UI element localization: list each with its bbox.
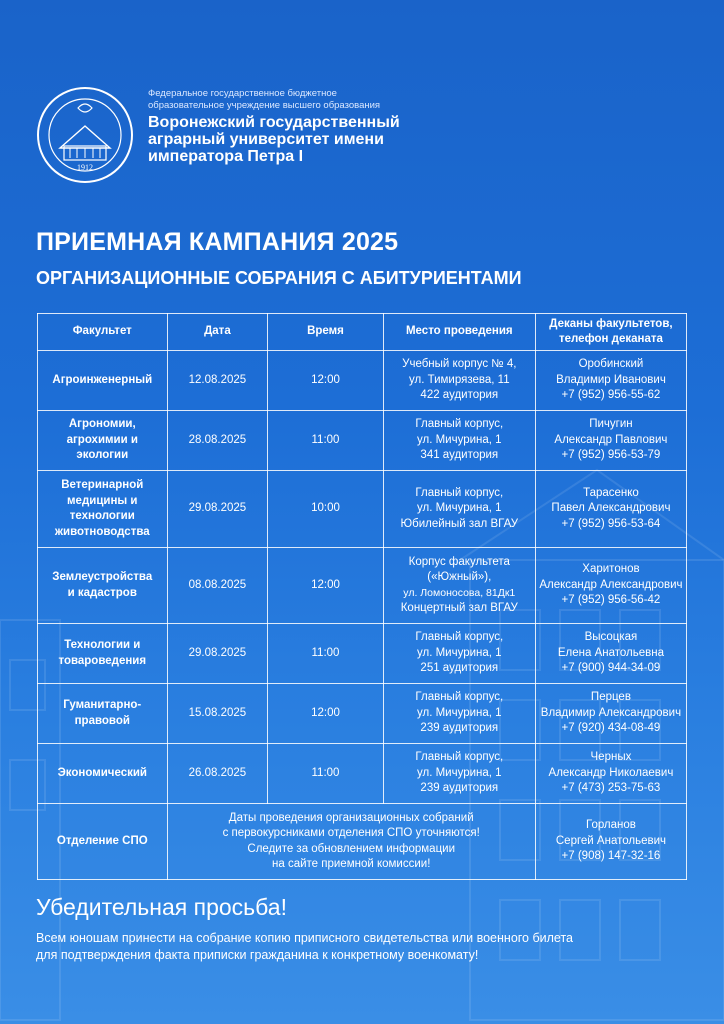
- time-cell: 11:00: [268, 624, 383, 684]
- cell-text-line: Технологии и: [64, 639, 141, 651]
- cell-text-line: +7 (952) 956-53-79: [561, 449, 661, 462]
- dean-cell: [535, 471, 686, 548]
- table-header-row: [38, 314, 687, 351]
- cell-text-line: 422 аудитория: [420, 389, 499, 402]
- faculty-cell: [38, 744, 168, 804]
- request-text: [36, 930, 716, 964]
- dean-cell: [535, 624, 686, 684]
- cell-text-line: Землеустройства: [52, 571, 153, 583]
- university-name-line: аграрный университет имени: [148, 131, 384, 148]
- cell-text-line: ул. Мичурина, 1: [417, 646, 502, 659]
- time-cell: 12:00: [268, 548, 383, 624]
- cell-text-line: товароведения: [58, 654, 147, 667]
- column-header-faculty: Факультет: [38, 314, 168, 351]
- dean-cell: [535, 804, 686, 880]
- cell-text-line: 239 аудитория: [420, 722, 499, 735]
- cell-text-line: +7 (920) 434-08-49: [561, 722, 661, 735]
- date-cell: 15.08.2025: [167, 684, 268, 744]
- cell-text-line: Главный корпус,: [415, 418, 504, 431]
- page-title: ПРИЕМНАЯ КАМПАНИЯ 2025: [36, 228, 399, 256]
- time-cell: 11:00: [268, 744, 383, 804]
- cell-text-line: Гуманитарно-: [63, 699, 142, 711]
- cell-text-line: Концертный зал ВГАУ: [400, 602, 518, 614]
- column-header-time: Время: [268, 314, 383, 351]
- cell-text-line: ул. Ломоносова, 81Дк1: [403, 586, 516, 599]
- cell-text-line: 239 аудитория: [420, 782, 499, 795]
- university-name-line: императора Петра I: [148, 148, 304, 165]
- cell-text-line: («Южный»),: [427, 571, 492, 583]
- date-cell: 29.08.2025: [167, 624, 268, 684]
- table-row-spo: [38, 804, 687, 880]
- cell-text-line: медицины и: [67, 494, 138, 507]
- place-cell: [383, 624, 535, 684]
- time-cell: 10:00: [268, 471, 383, 548]
- cell-text-line: Корпус факультета: [408, 555, 510, 568]
- column-header-place: Место проведения: [383, 314, 535, 351]
- dean-cell: [535, 684, 686, 744]
- cell-text-line: ул. Мичурина, 1: [417, 502, 502, 515]
- faculty-cell: Отделение СПО: [38, 804, 168, 880]
- cell-text-line: Елена Анатольевна: [557, 646, 664, 659]
- dean-cell: [535, 411, 686, 471]
- spo-note-cell: [167, 804, 535, 880]
- org-type-line: Федеральное государственное бюджетное: [148, 88, 337, 99]
- cell-text-line: Горланов: [586, 819, 636, 832]
- place-cell: [383, 684, 535, 744]
- cell-text-line: Высоцкая: [584, 631, 638, 644]
- cell-text-line: технологии: [69, 510, 135, 522]
- cell-text-line: Главный корпус,: [415, 751, 504, 764]
- cell-text-line: Черных: [590, 751, 632, 764]
- cell-text-line: правовой: [74, 714, 130, 727]
- page-subtitle: ОРГАНИЗАЦИОННЫЕ СОБРАНИЯ С АБИТУРИЕНТАМИ: [36, 268, 522, 288]
- org-type-line: образовательное учреждение высшего образования: [148, 100, 381, 111]
- cell-text-line: экологии: [76, 449, 129, 462]
- cell-text-line: Главный корпус,: [415, 631, 504, 644]
- date-cell: 29.08.2025: [167, 471, 268, 548]
- cell-text-line: Перцев: [590, 691, 631, 704]
- header: [36, 86, 716, 186]
- cell-text-line: с первокурсниками отделения СПО уточняются!: [222, 827, 480, 839]
- dean-cell: [535, 351, 686, 411]
- cell-text-line: Агроинженерный: [52, 373, 153, 386]
- cell-text-line: +7 (473) 253-75-63: [561, 782, 661, 795]
- table-row: [38, 744, 687, 804]
- cell-text-line: Учебный корпус № 4,: [402, 358, 517, 371]
- faculty-cell: [38, 411, 168, 471]
- cell-text-line: Тарасенко: [583, 486, 639, 499]
- university-name-line: Воронежский государственный: [148, 114, 400, 131]
- column-header-dean-line: Деканы факультетов,: [549, 317, 673, 330]
- cell-text-line: Главный корпус,: [415, 691, 504, 704]
- cell-text-line: +7 (952) 956-55-62: [561, 389, 661, 402]
- table-row: [38, 471, 687, 548]
- request-text-line: для подтверждения факта приписки гражданина к конкретному военкомату!: [36, 948, 479, 962]
- cell-text-line: Александр Павлович: [554, 433, 668, 446]
- cell-text-line: Сергей Анатольевич: [555, 834, 666, 847]
- university-name: [148, 114, 400, 165]
- request-heading: Убедительная просьба!: [36, 894, 287, 920]
- table-row: [38, 411, 687, 471]
- cell-text-line: 251 аудитория: [420, 662, 499, 675]
- place-cell: [383, 471, 535, 548]
- cell-text-line: Главный корпус,: [415, 486, 504, 499]
- date-cell: 26.08.2025: [167, 744, 268, 804]
- cell-text-line: ул. Мичурина, 1: [417, 706, 502, 719]
- table-row: [38, 624, 687, 684]
- cell-text-line: Пичугин: [589, 418, 633, 431]
- column-header-dean-line: телефон деканата: [559, 333, 663, 345]
- date-cell: 08.08.2025: [167, 548, 268, 624]
- table-row: [38, 684, 687, 744]
- university-seal-logo: [36, 86, 134, 184]
- faculty-cell: [38, 548, 168, 624]
- place-cell: [383, 351, 535, 411]
- schedule-table: [37, 313, 687, 880]
- cell-text-line: Александр Николаевич: [548, 766, 674, 779]
- cell-text-line: Агрономии,: [68, 418, 136, 431]
- cell-text-line: Даты проведения организационных собраний: [228, 811, 474, 824]
- cell-text-line: Экономический: [57, 766, 147, 779]
- cell-text-line: Владимир Александрович: [540, 706, 682, 719]
- date-cell: 28.08.2025: [167, 411, 268, 471]
- cell-text-line: +7 (952) 956-53-64: [561, 517, 661, 530]
- faculty-cell: [38, 471, 168, 548]
- cell-text-line: агрохимии и: [66, 433, 138, 446]
- time-cell: 12:00: [268, 351, 383, 411]
- cell-text-line: Владимир Иванович: [556, 373, 666, 386]
- cell-text-line: ул. Тимирязева, 11: [408, 373, 510, 386]
- faculty-cell: [38, 624, 168, 684]
- time-cell: 12:00: [268, 684, 383, 744]
- cell-text-line: Ветеринарной: [61, 479, 144, 491]
- org-type: [148, 88, 380, 112]
- cell-text-line: Оробинский: [578, 358, 644, 371]
- cell-text-line: Александр Александрович: [539, 578, 683, 591]
- place-cell: [383, 744, 535, 804]
- table-row: [38, 548, 687, 624]
- cell-text-line: +7 (908) 147-32-16: [561, 850, 661, 863]
- date-cell: 12.08.2025: [167, 351, 268, 411]
- cell-text-line: Павел Александрович: [551, 502, 671, 515]
- time-cell: 11:00: [268, 411, 383, 471]
- cell-text-line: Следите за обновлением информации: [247, 842, 456, 855]
- request-text-line: Всем юношам принести на собрание копию приписного свидетельства или военного билета: [36, 931, 573, 945]
- faculty-cell: [38, 351, 168, 411]
- cell-text-line: 341 аудитория: [420, 449, 499, 462]
- cell-text-line: ул. Мичурина, 1: [417, 433, 502, 446]
- column-header-dean: [535, 314, 686, 351]
- cell-text-line: Юбилейный зал ВГАУ: [400, 517, 519, 530]
- cell-text-line: Харитонов: [582, 563, 640, 576]
- cell-text-line: ул. Мичурина, 1: [417, 766, 502, 779]
- cell-text-line: животноводства: [54, 525, 150, 538]
- column-header-date: Дата: [167, 314, 268, 351]
- place-cell: [383, 411, 535, 471]
- cell-text-line: +7 (952) 956-56-42: [561, 594, 661, 607]
- cell-text-line: +7 (900) 944-34-09: [561, 662, 661, 675]
- cell-text-line: на сайте приемной комиссии!: [272, 858, 431, 870]
- faculty-cell: [38, 684, 168, 744]
- svg-text:1912: 1912: [77, 163, 93, 172]
- place-cell: [383, 548, 535, 624]
- table-row: [38, 351, 687, 411]
- cell-text-line: и кадастров: [67, 586, 137, 599]
- dean-cell: [535, 548, 686, 624]
- dean-cell: [535, 744, 686, 804]
